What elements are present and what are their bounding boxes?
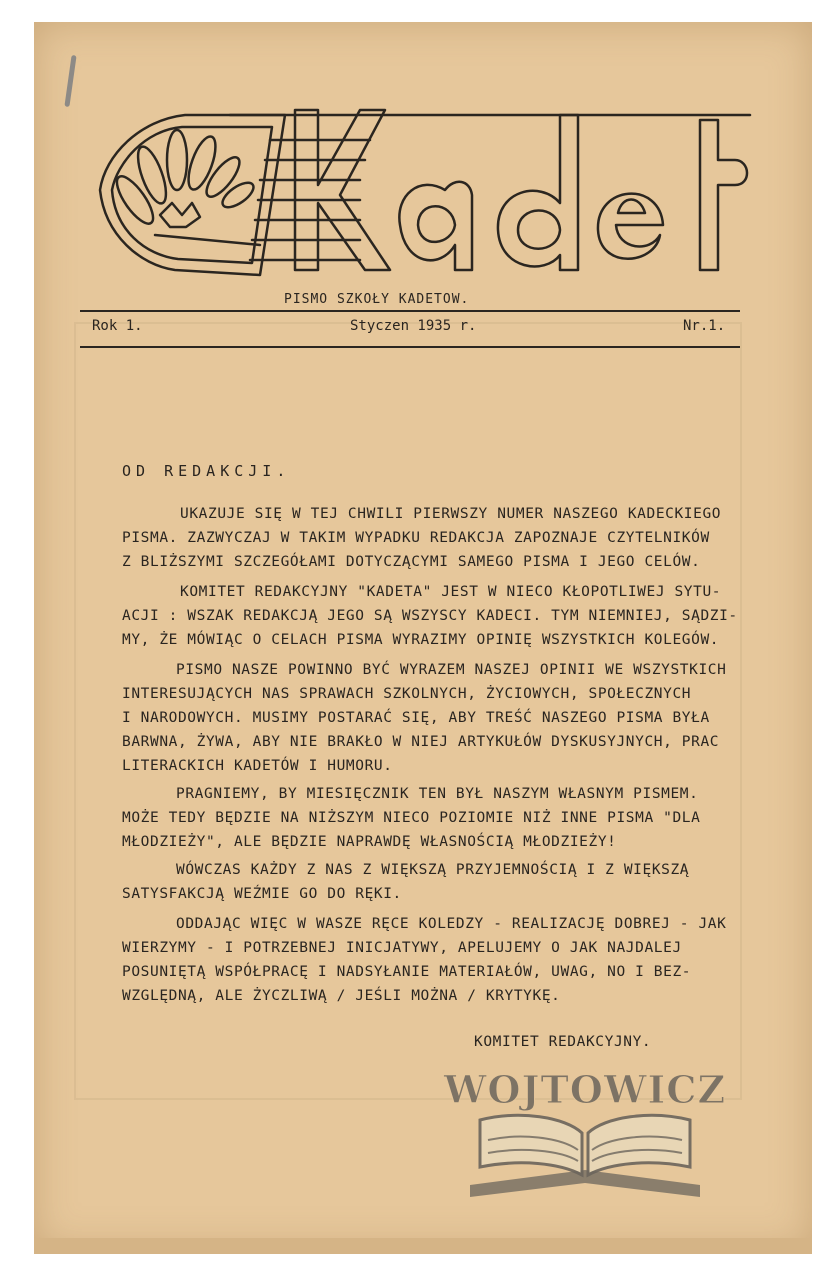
emblem-petal	[132, 143, 171, 206]
masthead-rule-bottom	[80, 346, 740, 348]
book-base	[470, 1170, 700, 1197]
article-line: PRAGNIEMY, BY MIESIĘCZNIK TEN BYŁ NASZYM WŁASNYM PISMEM.	[176, 786, 699, 802]
article-line: UKAZUJE SIĘ W TEJ CHWILI PIERWSZY NUMER NASZEGO KADECKIEGO	[180, 506, 722, 522]
article-line: BARWNA, ŻYWA, ABY NIE BRAKŁO W NIEJ ARTYKUŁÓW DYSKUSYJNYCH, PRAC	[122, 734, 720, 750]
article-line: LITERACKICH KADETÓW I HUMORU.	[122, 758, 393, 774]
emblem-petal	[183, 133, 221, 192]
masthead-rule-top	[80, 310, 740, 312]
emblem-base-line	[155, 235, 260, 245]
article-line: Z BLIŻSZYMI SZCZEGÓŁAMI DOTYCZĄCYMI SAMEGO PISMA I JEGO CELÓW.	[122, 554, 701, 570]
article-line: POSUNIĘTĄ WSPÓŁPRACĘ I NADSYŁANIE MATERIAŁÓW, UWAG, NO I BEZ-	[122, 964, 692, 980]
letter-k	[295, 110, 390, 270]
article-line: KOMITET REDAKCYJNY "KADETA" JEST W NIECO KŁOPOTLIWEJ SYTU-	[180, 584, 722, 600]
emblem-petal	[111, 171, 160, 228]
issue-date: Styczen 1935 r.	[350, 318, 477, 334]
article-line: ODDAJĄC WIĘC W WASZE RĘCE KOLEDZY - REALIZACJĘ DOBREJ - JAK	[176, 916, 727, 932]
article-line: PISMO NASZE POWINNO BYĆ WYRAZEM NASZEJ OPINII WE WSZYSTKICH	[176, 662, 727, 678]
letter-d	[498, 115, 578, 270]
article-line: PISMA. ZAZWYCZAJ W TAKIM WYPADKU REDAKCJA ZAPOZNAJE CZYTELNIKÓW	[122, 530, 710, 546]
article-line: WÓWCZAS KAŻDY Z NAS Z WIĘKSZĄ PRZYJEMNOŚCIĄ I Z WIĘKSZĄ	[176, 862, 690, 878]
letter-t	[700, 120, 747, 270]
letter-e	[598, 194, 663, 259]
emblem-eagle	[160, 203, 200, 227]
stamp-text: WOJTOWICZ	[443, 1067, 727, 1112]
article-line: MOŻE TEDY BĘDZIE NA NIŻSZYM NIECO POZIOMIE NIŻ INNE PISMA "DLA	[122, 810, 701, 826]
emblem-inner	[112, 127, 272, 263]
article-line: WIERZYMY - I POTRZEBNEJ INICJATYWY, APELUJEMY O JAK NAJDALEJ	[122, 940, 682, 956]
emblem-outline	[100, 115, 285, 275]
book-right-page	[588, 1115, 690, 1175]
article-line: MY, ŻE MÓWIĄC O CELACH PISMA WYRAZIMY OPINIĘ WSZYSTKICH KOLEGÓW.	[122, 632, 720, 648]
masthead-subtitle: PISMO SZKOŁY KADETOW.	[284, 292, 470, 307]
emblem-petal	[219, 178, 258, 212]
article-line: WZGLĘDNĄ, ALE ŻYCZLIWĄ / JEŚLI MOŻNA / KRYTYKĘ.	[122, 988, 561, 1004]
page-bottom-edge	[34, 1238, 812, 1254]
issue-number: Nr.1.	[683, 318, 726, 334]
article-line: MŁODZIEŻY", ALE BĘDZIE NAPRAWDĘ WŁASNOŚCIĄ MŁODZIEŻY!	[122, 834, 617, 850]
article-line: I NARODOWYCH. MUSIMY POSTARAĆ SIĘ, ABY TREŚĆ NASZEGO PISMA BYŁA	[122, 710, 710, 726]
volume-label: Rok 1.	[92, 318, 143, 334]
article-line: SATYSFAKCJĄ WEŹMIE GO DO RĘKI.	[122, 886, 402, 902]
watermark-stamp	[443, 1055, 727, 1205]
book-left-page	[480, 1115, 582, 1175]
emblem-petal	[167, 130, 187, 190]
article-heading: OD REDAKCJI.	[122, 462, 291, 480]
article-line: ACJI : WSZAK REDAKCJĄ JEGO SĄ WSZYSCY KADECI. TYM NIEMNIEJ, SĄDZI-	[122, 608, 738, 624]
letter-a	[399, 182, 472, 270]
masthead-logo	[60, 85, 750, 285]
article-signature: KOMITET REDAKCYJNY.	[474, 1034, 652, 1050]
article-line: INTERESUJĄCYCH NAS SPRAWACH SZKOLNYCH, ŻYCIOWYCH, SPOŁECZNYCH	[122, 686, 692, 702]
